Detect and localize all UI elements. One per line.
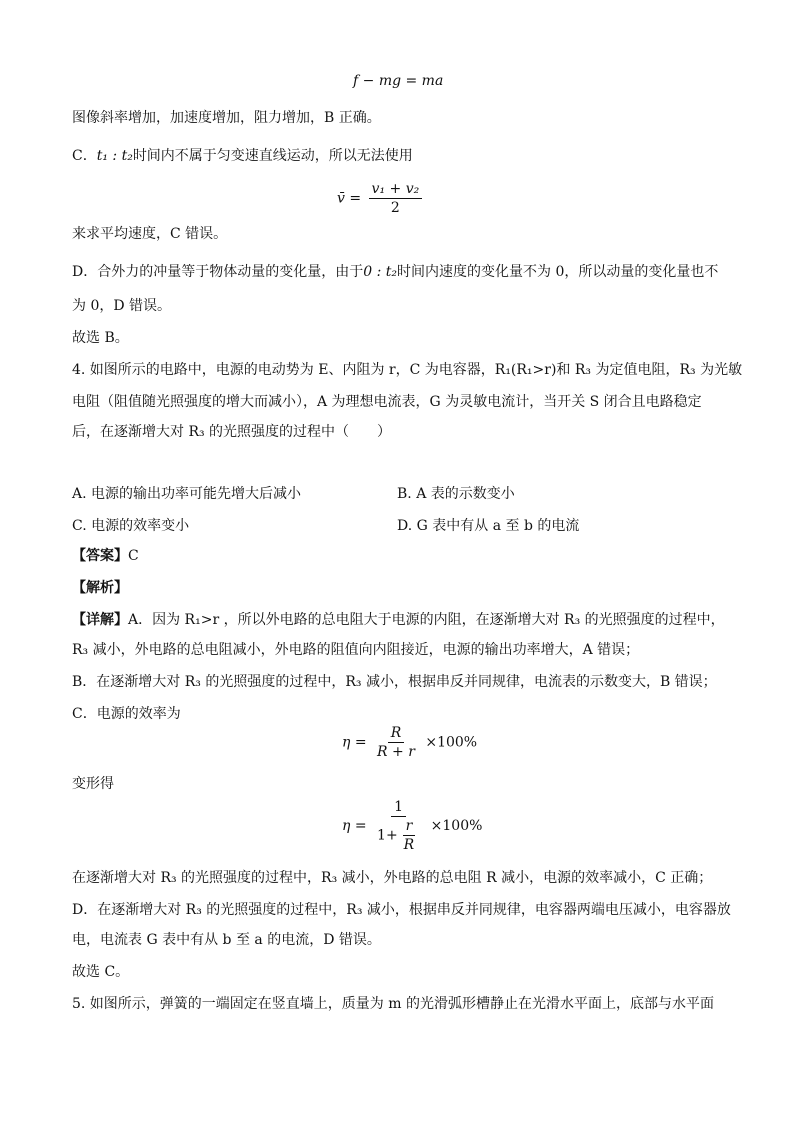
- text-line: 为 0，D 错误。: [72, 298, 172, 314]
- question-5-line-1: 5. 如图所示，弹簧的一端固定在竖直墙上，质量为 m 的光滑弧形槽静止在光滑水平面上，底部与水平面: [72, 996, 714, 1012]
- eq-rhs: ×100%: [430, 818, 483, 834]
- eq-lhs: η =: [342, 734, 367, 751]
- fraction-denominator: [374, 817, 423, 854]
- eq-lhs: η =: [342, 818, 367, 834]
- answer-line: [72, 546, 139, 566]
- text-line: 故选 B。: [72, 330, 129, 346]
- equation-newton: f − mg = ma: [353, 73, 444, 89]
- detail-line: B．在逐渐增大对 R₃ 的光照强度的过程中，R₃ 减小，根据串反并同规律，电流表的示数变大，B 错误；: [72, 674, 717, 690]
- text-fragment: A．因为 R₁>r ，所以外电路的总电阻大于电源的内阻，在逐渐增大对 R₃ 的光照强度的过程中，: [128, 612, 725, 628]
- analysis-label: 【解析】: [72, 580, 128, 596]
- text-line: 来求平均速度，C 错误。: [72, 226, 228, 242]
- detail-line: [72, 610, 725, 630]
- detail-line: 变形得: [72, 776, 114, 792]
- nested-numerator: r: [403, 817, 416, 836]
- eq-lhs: v̄ =: [337, 190, 362, 207]
- eq-rhs: ×100%: [425, 734, 478, 751]
- fraction: [374, 798, 423, 854]
- text-fragment: 时间内速度的变化量不为 0，所以动量的变化量也不: [397, 264, 719, 280]
- fraction-numerator: R: [388, 724, 405, 743]
- option-d: D. G 表中有从 a 至 b 的电流: [397, 518, 580, 534]
- detail-line: 故选 C。: [72, 964, 130, 980]
- nested-denominator: R: [403, 837, 415, 853]
- time-interval: 0 : t₂: [363, 264, 397, 280]
- fraction-numerator: 1: [391, 798, 406, 817]
- question-4-line-2: 电阻（阻值随光照强度的增大而减小），A 为理想电流表，G 为灵敏电流计，当开关 S 闭合且电路稳定: [72, 394, 702, 410]
- fraction: [374, 724, 418, 761]
- fraction-numerator: v₁ + v₂: [369, 180, 423, 199]
- text-line: 图像斜率增加，加速度增加，阻力增加，B 正确。: [72, 110, 381, 126]
- option-c: C. 电源的效率变小: [72, 518, 190, 534]
- text-fragment: C．: [72, 148, 97, 164]
- text-fragment: D．合外力的冲量等于物体动量的变化量，由于: [72, 264, 364, 280]
- denominator-term: 1+: [377, 827, 398, 844]
- detail-line: 在逐渐增大对 R₃ 的光照强度的过程中，R₃ 减小，外电路的总电阻 R 减小，电源的效率减小，C 正确；: [72, 870, 713, 886]
- text-fragment: 时间内不属于匀变速直线运动，所以无法使用: [132, 148, 413, 164]
- equation-average-velocity: [337, 180, 425, 217]
- nested-fraction: [401, 817, 418, 854]
- text-line: [72, 146, 413, 166]
- detail-line: R₃ 减小，外电路的总电阻减小，外电路的阻值向内阻接近，电源的输出功率增大，A 错误；: [72, 642, 640, 658]
- question-4-line-3: 后，在逐渐增大对 R₃ 的光照强度的过程中（ ）: [72, 424, 392, 440]
- text-line: [72, 262, 718, 282]
- detail-line: 电，电流表 G 表中有从 b 至 a 的电流，D 错误。: [72, 932, 381, 948]
- answer-tag: 【答案】: [72, 548, 128, 564]
- option-b: B. A 表的示数变小: [397, 486, 515, 502]
- answer-value: C: [128, 548, 139, 564]
- detail-line: C．电源的效率为: [72, 706, 181, 722]
- question-4-line-1: 4. 如图所示的电路中，电源的电动势为 E、内阻为 r，C 为电容器，R₁(R₁>r)和 R₃ 为定值电阻，R₃ 为光敏: [72, 362, 743, 378]
- detail-line: D．在逐渐增大对 R₃ 的光照强度的过程中，R₃ 减小，根据串反并同规律，电容器两端电压减小，电容器放: [72, 902, 731, 918]
- analysis-tag: [72, 578, 128, 598]
- detail-tag: 【详解】: [72, 612, 128, 628]
- fraction-denominator: 2: [390, 200, 400, 216]
- equation-efficiency-transformed: [342, 798, 482, 854]
- fraction: [369, 180, 423, 217]
- fraction-denominator: R + r: [377, 744, 415, 760]
- option-a: A. 电源的输出功率可能先增大后减小: [72, 486, 302, 502]
- equation-efficiency: [342, 724, 477, 761]
- time-interval: t₁ : t₂: [96, 148, 133, 164]
